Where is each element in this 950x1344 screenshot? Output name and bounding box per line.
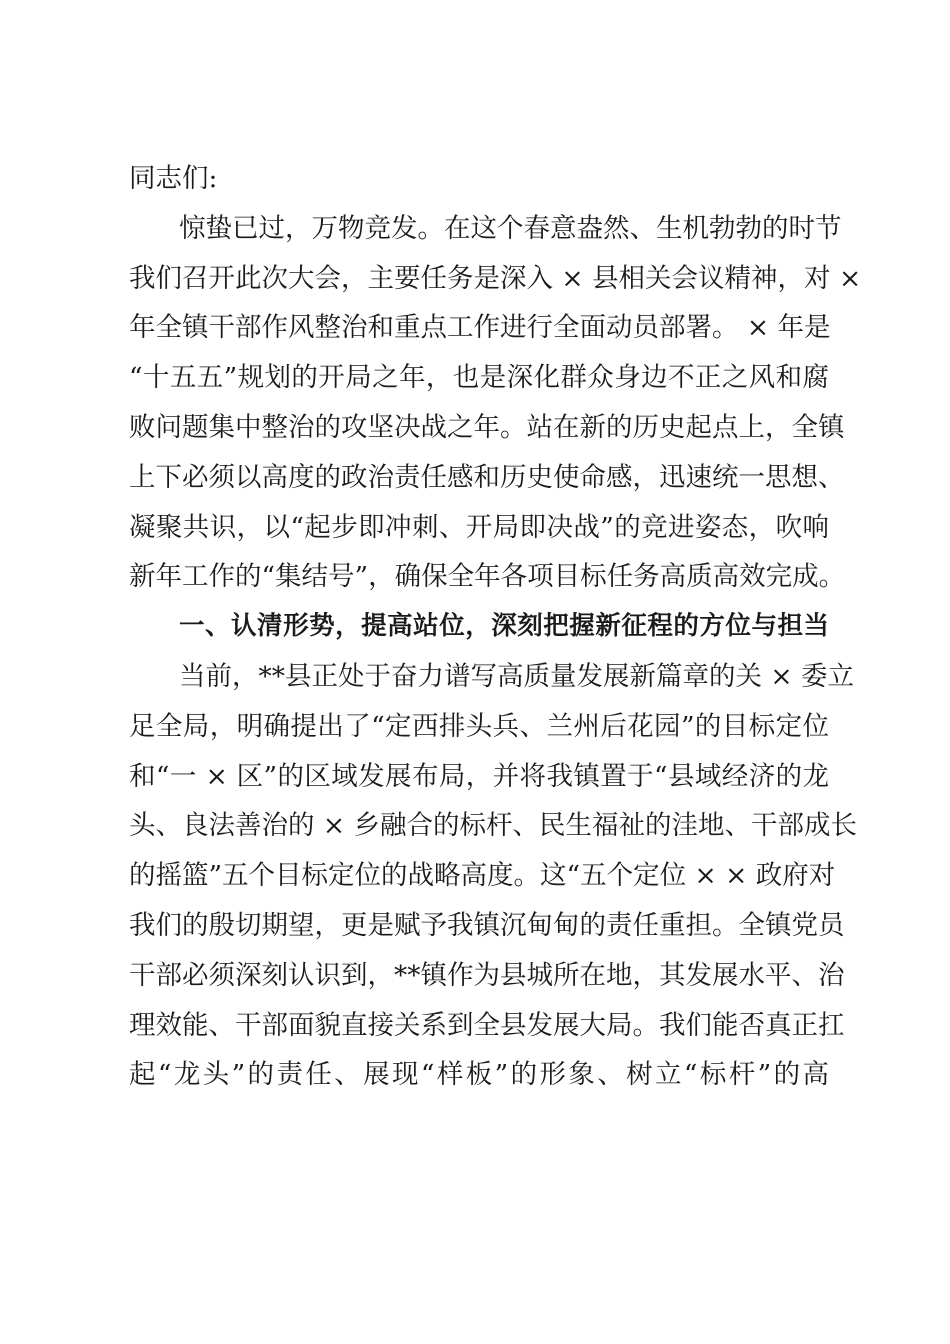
- paragraph-line: 当前，**县正处于奋力谱写高质量发展新篇章的关 × 委立: [179, 660, 855, 692]
- paragraph-line: 理效能、干部面貌直接关系到全县发展大局。我们能否真正扛: [129, 1009, 845, 1041]
- section-heading: 一、认清形势，提高站位，深刻把握新征程的方位与担当: [179, 611, 829, 642]
- paragraph-line: 新年工作的“集结号”，确保全年各项目标任务高质高效完成。: [129, 561, 846, 593]
- paragraph-line: 和“一 × 区”的区域发展布局，并将我镇置于“县域经济的龙: [129, 760, 829, 792]
- paragraph-line: 我们召开此次大会，主要任务是深入 × 县相关会议精神，对 ×: [129, 262, 862, 294]
- paragraph-line: 的摇篮”五个目标定位的战略高度。这“五个定位 × × 政府对: [129, 860, 836, 892]
- paragraph-line: 凝聚共识，以“起步即冲刺、开局即决战”的竞进姿态，吹响: [129, 511, 829, 543]
- paragraph-line: 足全局，明确提出了“定西排头兵、兰州后花园”的目标定位: [129, 710, 829, 742]
- document-body: [129, 154, 862, 1100]
- paragraph-line: 败问题集中整治的攻坚决战之年。站在新的历史起点上，全镇: [129, 411, 845, 443]
- paragraph-line: “十五五”规划的开局之年，也是深化群众身边不正之风和腐: [129, 362, 829, 394]
- paragraph-line: 上下必须以高度的政治责任感和历史使命感，迅速统一思想、: [129, 461, 845, 493]
- paragraph-line: 我们的殷切期望，更是赋予我镇沉甸甸的责任重担。全镇党员: [129, 909, 845, 941]
- paragraph-line: 惊蛰已过，万物竞发。在这个春意盎然、生机勃勃的时节: [179, 212, 842, 244]
- paragraph-line: 头、良法善治的 × 乡融合的标杆、民生福祉的洼地、干部成长: [129, 810, 858, 842]
- paragraph-line: 年全镇干部作风整治和重点工作进行全面动员部署。 × 年是: [129, 312, 831, 344]
- paragraph-line: 干部必须深刻认识到，**镇作为县城所在地，其发展水平、治: [129, 959, 845, 991]
- paragraph-line: 起“龙头”的责任、展现“样板”的形象、树立“标杆”的高: [129, 1059, 829, 1091]
- salutation: 同志们:: [129, 163, 218, 194]
